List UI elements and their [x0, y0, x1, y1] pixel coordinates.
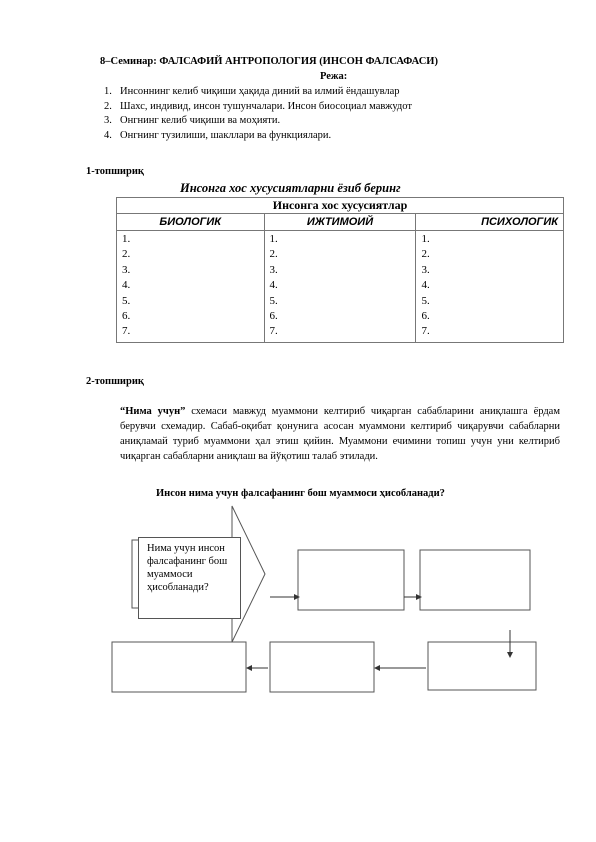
row-number: 6.	[421, 310, 430, 323]
plan-item-number: 1.	[104, 86, 112, 97]
cause-box-1	[298, 550, 404, 610]
row-number: 6.	[122, 310, 131, 323]
row-number: 1.	[269, 233, 278, 245]
plan-item-text: Инсоннинг келиб чиқиши ҳақида диний ва илмий ёндашувлар	[120, 86, 400, 97]
arrow-head	[246, 665, 252, 671]
paragraph-lead: “Нима учун”	[120, 406, 186, 417]
plan-item-number: 3.	[104, 115, 112, 126]
plan-item-number: 4.	[104, 129, 112, 141]
plan-label: Режа:	[320, 71, 348, 82]
arrow-head	[374, 665, 380, 671]
plan-item-text: Онгнинг тузилиши, шакллари ва функциялари.	[120, 129, 332, 141]
cause-box-2	[420, 550, 530, 610]
row-number: 3.	[269, 263, 278, 276]
row-number: 7.	[421, 325, 430, 338]
row-number: 3.	[122, 263, 131, 276]
row-number: 1.	[421, 233, 430, 245]
row-number: 4.	[122, 279, 131, 292]
task1-label: 1-топшириқ	[86, 166, 144, 177]
row-number: 5.	[269, 294, 278, 307]
plan-item-number: 2.	[104, 100, 112, 112]
question-box-text: Нима учун инсон фалсафанинг бош муаммоси ҳисобланади?	[147, 543, 228, 593]
row-number: 7.	[269, 325, 278, 338]
row-number: 2.	[421, 248, 430, 261]
paragraph-body: схемаси мавжуд муаммони келтириб чиқарган сабабларини аниқлашга ёрдам берувчи схемадир. Сабаб-оқибат қонунига асосан муаммони келтириб чиқарувчи сабабларни аниқламай туриб муаммони ҳал этиш қийин. Муаммони ечимини топиш учун уни келтириб чиқарган сабабларни аниқлаш ва йўқотиш талаб этилади.	[120, 406, 560, 462]
row-number: 6.	[269, 310, 278, 323]
column-biological: БИОЛОГИК	[117, 214, 265, 231]
cause-box-3	[428, 642, 536, 690]
plan-item-text: Онгнинг келиб чиқиши ва моҳияти.	[120, 115, 281, 126]
table-header: Инсонга хос хусусиятлар	[117, 198, 564, 214]
row-number: 5.	[122, 294, 131, 307]
page-title: 8–Семинар: ФАЛСАФИЙ АНТРОПОЛОГИЯ (ИНСОН ФАЛСАФАСИ)	[100, 56, 438, 67]
plan-item-text: Шахс, индивид, инсон тушунчалари. Инсон биосоциал мавжудот	[120, 100, 412, 112]
row-number: 4.	[421, 279, 430, 292]
column-social: ИЖТИМОИЙ	[264, 214, 416, 231]
row-number: 2.	[122, 248, 131, 261]
row-number: 4.	[269, 279, 278, 292]
row-number: 5.	[421, 294, 430, 307]
column-psychological: ПСИХОЛОГИК	[416, 214, 564, 231]
diagram-question: Инсон нима учун фалсафанинг бош муаммоси ҳисобланади?	[156, 488, 445, 499]
row-number: 3.	[421, 263, 430, 276]
row-number: 1.	[122, 233, 131, 245]
task2-label: 2-топшириқ	[86, 376, 144, 387]
cause-box-5	[112, 642, 246, 692]
row-number: 2.	[269, 248, 278, 261]
table-caption: Инсонга хос хусусиятларни ёзиб беринг	[180, 181, 401, 195]
row-number: 7.	[122, 325, 131, 338]
question-box	[138, 537, 241, 619]
cause-box-4	[270, 642, 374, 692]
